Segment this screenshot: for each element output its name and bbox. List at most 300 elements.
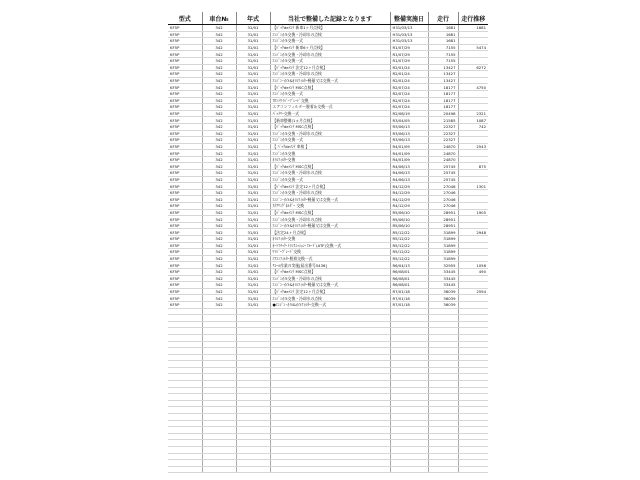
table-row: [168, 229, 488, 236]
cell-model: KF5P: [168, 242, 202, 249]
cell-mileage: 21585: [428, 117, 458, 124]
empty-cell: [236, 407, 270, 414]
cell-year: 31/01: [236, 301, 270, 308]
empty-cell: [270, 400, 390, 407]
cell-description: ｴﾝｼﾞﾝｵｲﾙ交換・冷却水の点検: [270, 31, 390, 38]
cell-service-date: R6/08/01: [390, 268, 428, 275]
empty-cell: [236, 440, 270, 447]
empty-cell: [458, 354, 488, 361]
cell-mileage-change: 490: [458, 268, 488, 275]
empty-cell: [458, 400, 488, 407]
cell-service-date: R2/08/19: [390, 110, 428, 117]
cell-description: ｴﾝｼﾞﾝｵｲﾙ交換・冷却水の点検: [270, 130, 390, 137]
cell-chassis-number: 342: [202, 25, 236, 32]
empty-row: [168, 427, 488, 434]
empty-cell: [390, 374, 428, 381]
empty-cell: [236, 414, 270, 421]
cell-year: 31/01: [236, 110, 270, 117]
empty-cell: [390, 334, 428, 341]
cell-mileage-change: [458, 130, 488, 137]
empty-cell: [458, 374, 488, 381]
empty-cell: [168, 348, 202, 355]
cell-description: ｴﾝｼﾞﾝｵｲﾙ交換: [270, 150, 390, 157]
empty-cell: [390, 433, 428, 440]
cell-mileage: 27046: [428, 203, 458, 210]
table-row: [168, 104, 488, 111]
empty-cell: [168, 447, 202, 454]
empty-row: [168, 433, 488, 440]
cell-model: KF5P: [168, 176, 202, 183]
cell-mileage-change: [458, 189, 488, 196]
empty-cell: [270, 328, 390, 335]
empty-cell: [428, 334, 458, 341]
empty-cell: [236, 400, 270, 407]
cell-chassis-number: 342: [202, 90, 236, 97]
cell-description: ｴﾝｼﾞﾝｵｲﾙ交換・冷却水の点検: [270, 295, 390, 302]
cell-chassis-number: 342: [202, 163, 236, 170]
cell-description: ｴﾝｼﾞﾝｵｲﾙ交換・冷却水の点検: [270, 170, 390, 177]
empty-row: [168, 367, 488, 374]
cell-model: KF5P: [168, 71, 202, 78]
empty-cell: [236, 387, 270, 394]
cell-year: 31/01: [236, 170, 270, 177]
empty-cell: [168, 440, 202, 447]
empty-cell: [458, 361, 488, 368]
table-row: [168, 137, 488, 144]
empty-cell: [236, 334, 270, 341]
empty-cell: [270, 374, 390, 381]
empty-row: [168, 414, 488, 421]
cell-chassis-number: 342: [202, 222, 236, 229]
empty-cell: [390, 414, 428, 421]
empty-cell: [168, 387, 202, 394]
cell-model: KF5P: [168, 25, 202, 32]
cell-chassis-number: 342: [202, 150, 236, 157]
empty-cell: [270, 466, 390, 473]
empty-cell: [202, 427, 236, 434]
table-row: [168, 236, 488, 243]
cell-model: KF5P: [168, 51, 202, 58]
empty-cell: [270, 460, 390, 467]
cell-model: KF5P: [168, 189, 202, 196]
cell-service-date: R3/06/13: [390, 137, 428, 144]
cell-service-date: R3/06/13: [390, 130, 428, 137]
cell-chassis-number: 342: [202, 137, 236, 144]
empty-cell: [458, 328, 488, 335]
empty-cell: [168, 466, 202, 473]
cell-model: KF5P: [168, 150, 202, 157]
empty-cell: [168, 381, 202, 388]
table-row: [168, 90, 488, 97]
empty-cell: [428, 361, 458, 368]
empty-cell: [428, 367, 458, 374]
empty-cell: [390, 348, 428, 355]
cell-mileage: 31899: [428, 229, 458, 236]
cell-service-date: R7/01/18: [390, 301, 428, 308]
cell-chassis-number: 342: [202, 143, 236, 150]
table-row: [168, 150, 488, 157]
empty-row: [168, 341, 488, 348]
cell-year: 31/01: [236, 77, 270, 84]
header-chassis-number: 車台№: [202, 12, 236, 25]
table-row: [168, 130, 488, 137]
empty-cell: [270, 341, 390, 348]
cell-model: KF5P: [168, 301, 202, 308]
cell-mileage: 1681: [428, 25, 458, 32]
header-mileage: 走行: [428, 12, 458, 25]
cell-description: 【ﾊﾟｯｸdeﾒﾝﾃ MSC点検】: [270, 268, 390, 275]
cell-mileage-change: [458, 249, 488, 256]
cell-service-date: R1/07/29: [390, 57, 428, 64]
empty-cell: [168, 427, 202, 434]
empty-cell: [428, 354, 458, 361]
cell-chassis-number: 342: [202, 275, 236, 282]
cell-mileage-change: 1681: [458, 25, 488, 32]
cell-description: ﾊﾞｯﾃﾘｰ交換一式: [270, 110, 390, 117]
empty-cell: [202, 315, 236, 322]
empty-cell: [428, 433, 458, 440]
empty-cell: [270, 414, 390, 421]
empty-cell: [168, 453, 202, 460]
table-row: [168, 110, 488, 117]
cell-chassis-number: 342: [202, 97, 236, 104]
cell-description: 【ﾊﾟｯｸdeﾒﾝﾃ MSC点検】: [270, 123, 390, 130]
table-row: [168, 44, 488, 51]
cell-mileage-change: [458, 196, 488, 203]
cell-model: KF5P: [168, 97, 202, 104]
table-row: [168, 288, 488, 295]
empty-cell: [458, 348, 488, 355]
table-row: [168, 295, 488, 302]
cell-model: KF5P: [168, 216, 202, 223]
table-row: [168, 77, 488, 84]
cell-year: 31/01: [236, 156, 270, 163]
cell-chassis-number: 342: [202, 236, 236, 243]
empty-cell: [270, 334, 390, 341]
cell-chassis-number: 342: [202, 216, 236, 223]
empty-cell: [428, 427, 458, 434]
empty-cell: [202, 354, 236, 361]
empty-cell: [390, 321, 428, 328]
empty-cell: [458, 315, 488, 322]
cell-mileage: 33445: [428, 268, 458, 275]
empty-cell: [270, 321, 390, 328]
empty-cell: [458, 341, 488, 348]
empty-cell: [458, 447, 488, 454]
empty-cell: [428, 400, 458, 407]
empty-cell: [458, 460, 488, 467]
cell-chassis-number: 342: [202, 31, 236, 38]
cell-description: ｴﾝｼﾞﾝｵｲﾙ交換一式: [270, 176, 390, 183]
cell-mileage-change: [458, 170, 488, 177]
cell-mileage-change: [458, 236, 488, 243]
cell-chassis-number: 342: [202, 196, 236, 203]
empty-cell: [458, 321, 488, 328]
empty-cell: [270, 315, 390, 322]
empty-cell: [390, 420, 428, 427]
empty-cell: [428, 348, 458, 355]
empty-cell: [390, 387, 428, 394]
cell-year: 31/01: [236, 209, 270, 216]
cell-model: KF5P: [168, 110, 202, 117]
empty-cell: [236, 381, 270, 388]
cell-mileage-change: 5474: [458, 44, 488, 51]
empty-cell: [390, 381, 428, 388]
cell-description: ｴﾝｼﾞﾝｵｲﾙ交換一式: [270, 38, 390, 45]
empty-cell: [202, 414, 236, 421]
cell-description: 【ﾊﾟｯｸdeﾒﾝﾃ 法定12ヶ月点検】: [270, 183, 390, 190]
cell-description: ｴﾝｼﾞﾝ･ｵｲﾙ&ｵｲﾙﾌｨﾙﾀｰ軽量又は交換一式: [270, 282, 390, 289]
empty-cell: [202, 328, 236, 335]
cell-service-date: R4/12/29: [390, 183, 428, 190]
cell-mileage-change: 2321: [458, 110, 488, 117]
cell-year: 31/01: [236, 51, 270, 58]
table-row: [168, 117, 488, 124]
cell-year: 31/01: [236, 117, 270, 124]
cell-description: ﾌﾛﾝﾄﾜｲﾊﾟｰﾌﾞﾚｰﾄﾞ交換: [270, 97, 390, 104]
empty-cell: [458, 453, 488, 460]
empty-cell: [202, 381, 236, 388]
cell-year: 31/01: [236, 249, 270, 256]
cell-mileage: 1681: [428, 31, 458, 38]
cell-year: 31/01: [236, 25, 270, 32]
cell-mileage: 31899: [428, 236, 458, 243]
cell-service-date: R1/07/29: [390, 44, 428, 51]
cell-year: 31/01: [236, 130, 270, 137]
cell-mileage-change: [458, 295, 488, 302]
cell-mileage: 13427: [428, 77, 458, 84]
cell-mileage-change: [458, 104, 488, 111]
cell-mileage: 27046: [428, 183, 458, 190]
header-year: 年式: [236, 12, 270, 25]
empty-cell: [270, 354, 390, 361]
cell-description: 【 ﾊﾟｯｸdeﾒﾝﾃ 車検 】: [270, 143, 390, 150]
cell-mileage: 22327: [428, 130, 458, 137]
empty-row: [168, 447, 488, 454]
cell-year: 31/01: [236, 143, 270, 150]
cell-mileage-change: [458, 90, 488, 97]
empty-cell: [202, 308, 236, 315]
empty-cell: [390, 400, 428, 407]
cell-mileage-change: [458, 137, 488, 144]
table-row: [168, 222, 488, 229]
cell-year: 31/01: [236, 196, 270, 203]
table-row: [168, 71, 488, 78]
cell-model: KF5P: [168, 282, 202, 289]
empty-cell: [202, 453, 236, 460]
cell-chassis-number: 342: [202, 262, 236, 269]
empty-cell: [168, 308, 202, 315]
cell-description: ｴﾝｼﾞﾝ･ｵｲﾙ&ｵｲﾙﾌｨﾙﾀｰ軽量又は交換一式: [270, 196, 390, 203]
cell-service-date: R2/07/24: [390, 97, 428, 104]
cell-mileage: 22327: [428, 123, 458, 130]
cell-description: ｴﾝｼﾞﾝ･ｵｲﾙ&ｵｲﾙﾌｨﾙﾀｰ軽量又は交換一式: [270, 77, 390, 84]
cell-mileage-change: [458, 71, 488, 78]
empty-row: [168, 420, 488, 427]
cell-mileage-change: 1301: [458, 183, 488, 190]
cell-description: ｴﾝｼﾞﾝｵｲﾙ交換・冷却水の点検: [270, 275, 390, 282]
cell-service-date: R5/12/22: [390, 242, 428, 249]
empty-cell: [390, 407, 428, 414]
empty-cell: [390, 367, 428, 374]
cell-chassis-number: 342: [202, 189, 236, 196]
cell-service-date: H31/03/13: [390, 25, 428, 32]
maintenance-record-sheet: [168, 12, 488, 473]
cell-description: ｴﾝｼﾞﾝｵｲﾙ交換・冷却水の点検: [270, 216, 390, 223]
empty-cell: [202, 460, 236, 467]
empty-cell: [236, 427, 270, 434]
cell-mileage: 25745: [428, 170, 458, 177]
cell-mileage: 33445: [428, 275, 458, 282]
empty-cell: [458, 308, 488, 315]
cell-model: KF5P: [168, 295, 202, 302]
cell-service-date: R6/04/13: [390, 262, 428, 269]
cell-year: 31/01: [236, 31, 270, 38]
cell-model: KF5P: [168, 249, 202, 256]
cell-mileage-change: [458, 97, 488, 104]
cell-mileage-change: 1087: [458, 117, 488, 124]
cell-description: ｽﾃｱﾘﾝｸﾞﾎﾙﾀﾞｰ 交換: [270, 203, 390, 210]
cell-description: 【ﾊﾟｯｸdeﾒﾝﾃ 新車6ヶ月点検】: [270, 44, 390, 51]
empty-cell: [236, 348, 270, 355]
empty-row: [168, 407, 488, 414]
empty-cell: [458, 440, 488, 447]
cell-model: KF5P: [168, 64, 202, 71]
empty-cell: [168, 315, 202, 322]
cell-mileage-change: [458, 216, 488, 223]
cell-year: 31/01: [236, 222, 270, 229]
cell-year: 31/01: [236, 104, 270, 111]
cell-mileage: 25745: [428, 176, 458, 183]
cell-mileage: 31899: [428, 242, 458, 249]
table-row: [168, 31, 488, 38]
cell-mileage-change: [458, 301, 488, 308]
cell-mileage-change: [458, 57, 488, 64]
cell-year: 31/01: [236, 163, 270, 170]
empty-cell: [168, 341, 202, 348]
cell-description: ｵｲﾙﾌｨﾙﾀｰ交換: [270, 236, 390, 243]
empty-cell: [428, 447, 458, 454]
header-row: [168, 12, 488, 25]
empty-row: [168, 354, 488, 361]
empty-cell: [168, 374, 202, 381]
table-row: [168, 209, 488, 216]
empty-cell: [168, 334, 202, 341]
empty-cell: [428, 374, 458, 381]
table-row: [168, 196, 488, 203]
cell-mileage-change: 6272: [458, 64, 488, 71]
empty-cell: [458, 433, 488, 440]
empty-cell: [202, 447, 236, 454]
empty-cell: [168, 460, 202, 467]
cell-service-date: R1/07/29: [390, 51, 428, 58]
cell-mileage-change: [458, 222, 488, 229]
empty-cell: [270, 407, 390, 414]
cell-year: 31/01: [236, 229, 270, 236]
empty-cell: [270, 348, 390, 355]
cell-service-date: R6/08/01: [390, 275, 428, 282]
empty-cell: [202, 387, 236, 394]
empty-cell: [428, 453, 458, 460]
cell-model: KF5P: [168, 90, 202, 97]
cell-year: 31/01: [236, 275, 270, 282]
empty-cell: [168, 433, 202, 440]
empty-row: [168, 400, 488, 407]
cell-description: ｴﾝｼﾞﾝｵｲﾙ交換・冷却水の点検: [270, 51, 390, 58]
table-row: [168, 97, 488, 104]
cell-description: ﾜｲﾊﾟｰﾌﾞﾚｰﾄﾞ交換: [270, 249, 390, 256]
cell-year: 31/01: [236, 97, 270, 104]
empty-cell: [428, 308, 458, 315]
empty-cell: [428, 407, 458, 414]
empty-row: [168, 361, 488, 368]
empty-cell: [458, 407, 488, 414]
cell-model: KF5P: [168, 203, 202, 210]
cell-description: ｴﾝｼﾞﾝｵｲﾙ交換一式: [270, 90, 390, 97]
cell-service-date: R5/06/10: [390, 222, 428, 229]
cell-year: 31/01: [236, 242, 270, 249]
cell-model: KF5P: [168, 288, 202, 295]
empty-cell: [270, 367, 390, 374]
table-row: [168, 163, 488, 170]
cell-chassis-number: 342: [202, 104, 236, 111]
table-row: [168, 255, 488, 262]
cell-mileage: 36039: [428, 301, 458, 308]
cell-year: 31/01: [236, 38, 270, 45]
cell-chassis-number: 342: [202, 249, 236, 256]
table-row: [168, 242, 488, 249]
empty-cell: [202, 367, 236, 374]
cell-service-date: R4/12/29: [390, 196, 428, 203]
cell-service-date: R6/08/01: [390, 282, 428, 289]
empty-cell: [236, 341, 270, 348]
empty-cell: [236, 466, 270, 473]
cell-service-date: R4/06/13: [390, 170, 428, 177]
empty-cell: [270, 427, 390, 434]
cell-service-date: R7/01/18: [390, 295, 428, 302]
cell-model: KF5P: [168, 123, 202, 130]
cell-mileage: 18177: [428, 104, 458, 111]
cell-service-date: R2/07/24: [390, 104, 428, 111]
cell-chassis-number: 342: [202, 301, 236, 308]
empty-cell: [390, 328, 428, 335]
cell-service-date: R4/01/09: [390, 143, 428, 150]
cell-chassis-number: 342: [202, 156, 236, 163]
cell-service-date: R3/04/05: [390, 117, 428, 124]
cell-model: KF5P: [168, 268, 202, 275]
cell-year: 31/01: [236, 64, 270, 71]
cell-service-date: R5/12/22: [390, 236, 428, 243]
cell-year: 31/01: [236, 255, 270, 262]
cell-mileage: 36039: [428, 295, 458, 302]
table-row: [168, 25, 488, 32]
cell-mileage-change: 2948: [458, 229, 488, 236]
cell-chassis-number: 342: [202, 123, 236, 130]
table-row: [168, 84, 488, 91]
cell-model: KF5P: [168, 229, 202, 236]
empty-cell: [458, 414, 488, 421]
cell-mileage: 33445: [428, 282, 458, 289]
cell-service-date: R4/01/09: [390, 156, 428, 163]
cell-model: KF5P: [168, 57, 202, 64]
cell-mileage-change: [458, 176, 488, 183]
cell-year: 31/01: [236, 71, 270, 78]
cell-description: 【ﾊﾟｯｸdeﾒﾝﾃ MSC点検】: [270, 163, 390, 170]
header-service-date: 整備実施日: [390, 12, 428, 25]
empty-cell: [270, 361, 390, 368]
empty-cell: [270, 420, 390, 427]
cell-description: 【ﾊﾟｯｸdeﾒﾝﾃ 法定12ヶ月点検】: [270, 288, 390, 295]
